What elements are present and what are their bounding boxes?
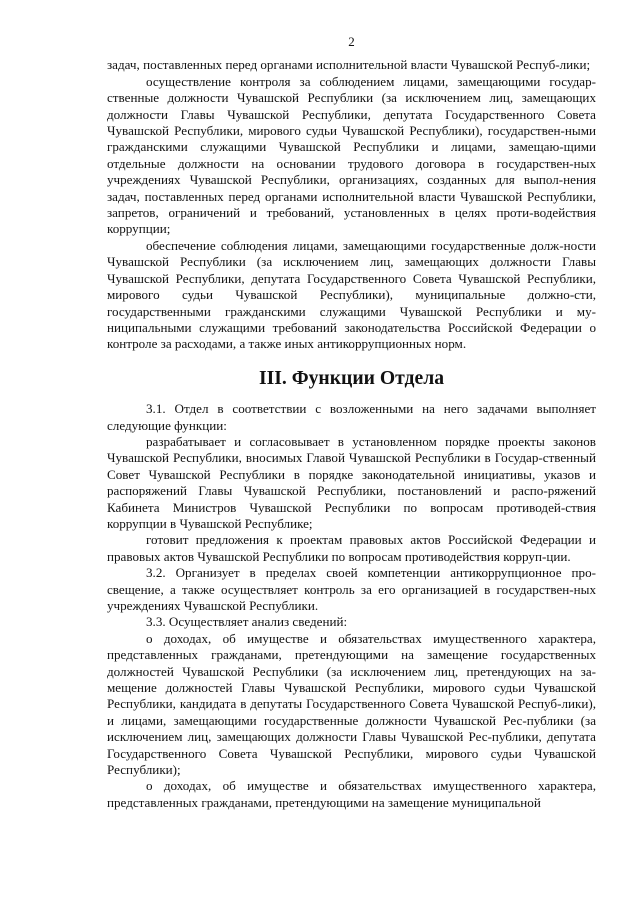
paragraph-drafts: разрабатывает и согласовывает в установленном порядке проекты законов Чувашской Республики, вносимых Главой Чувашской Республики в Государ-ственный Совет Чувашской Республики в порядке законодательной инициативы, указов и распоряжений Главы Чувашской Республики, постановлений и распо-ряжений Кабинета Министров Чувашской Республики по вопросам противодей-ствия коррупции в Чувашской Республике; [107,433,596,531]
paragraph-continuation: задач, поставленных перед органами исполнительной власти Чувашской Респуб-лики; [107,57,591,73]
paragraph-3-1: 3.1. Отдел в соответствии с возложенными на него задачами выполняет следующие функции: [107,401,596,433]
paragraph-income-municipal: о доходах, об имуществе и обязательствах имущественного характера, представленных гражданами, претендующими на замещение муниципальной [107,778,596,810]
paragraph-compliance: обеспечение соблюдения лицами, замещающими государственные долж-ности Чувашской Республики (за исключением лиц, замещающих должности Главы Чувашской Республики, депутата Государственного Совета Чувашской Республики, мирового судьи Чувашской Республики), муниципальные должно-сти, государственными гражданскими служащими Чувашской Республики и му-ниципальными служащими требований законодательства Российской Федерации о контроле за расходами, а также иных антикоррупционных норм. [107,237,596,352]
section-title: III. Функции Отдела [258,366,445,389]
paragraph-proposals: готовит предложения к проектам правовых актов Российской Федерации и правовых актов Чувашской Республики по вопросам противодействия корруп-ции. [107,532,596,564]
page-number: 2 [348,34,355,49]
paragraph-3-2: 3.2. Организует в пределах своей компетенции антикоррупционное про-свещение, а также осуществляет контроль за его организацией в государствен-ных учреждениях Чувашской Республики. [107,565,596,613]
paragraph-control: осуществление контроля за соблюдением лицами, замещающими государ-ственные должности Чувашской Республики (за исключением лиц, замещающих должности Главы Чувашской Республики, депутата Государственного Совета Чувашской Республики, мирового судьи Чувашской Республики), государствен-ными гражданскими служащими Чувашской Республики и лицами, замещаю-щими отдельные должности на основании трудового договора в государствен-ных учреждениях Чувашской Республики, организациях, созданных для выпол-нения задач, поставленных перед органами исполнительной власти Чувашской Республики, запретов, ограничений и требований, установленных в целях проти-водействия коррупции; [107,73,596,237]
paragraph-income-state: о доходах, об имуществе и обязательствах имущественного характера, представленных гражданами, претендующими на замещение государственных должностей Чувашской Республики (за исключением лиц, претендующих на за-мещение должностей Главы Чувашской Республики, мирового судьи Чувашской Республики, кандидата в депутаты Государственного Совета Чувашской Респуб-лики), и лицами, замещающими государственные должности Чувашской Рес-публики (за исключением лиц, замещающих должности Главы Чувашской Рес-публики, депутата Государственного Совета Чувашской Республики, мирового судьи Чувашской Республики); [107,630,596,778]
paragraph-3-3: 3.3. Осуществляет анализ сведений: [146,614,348,630]
